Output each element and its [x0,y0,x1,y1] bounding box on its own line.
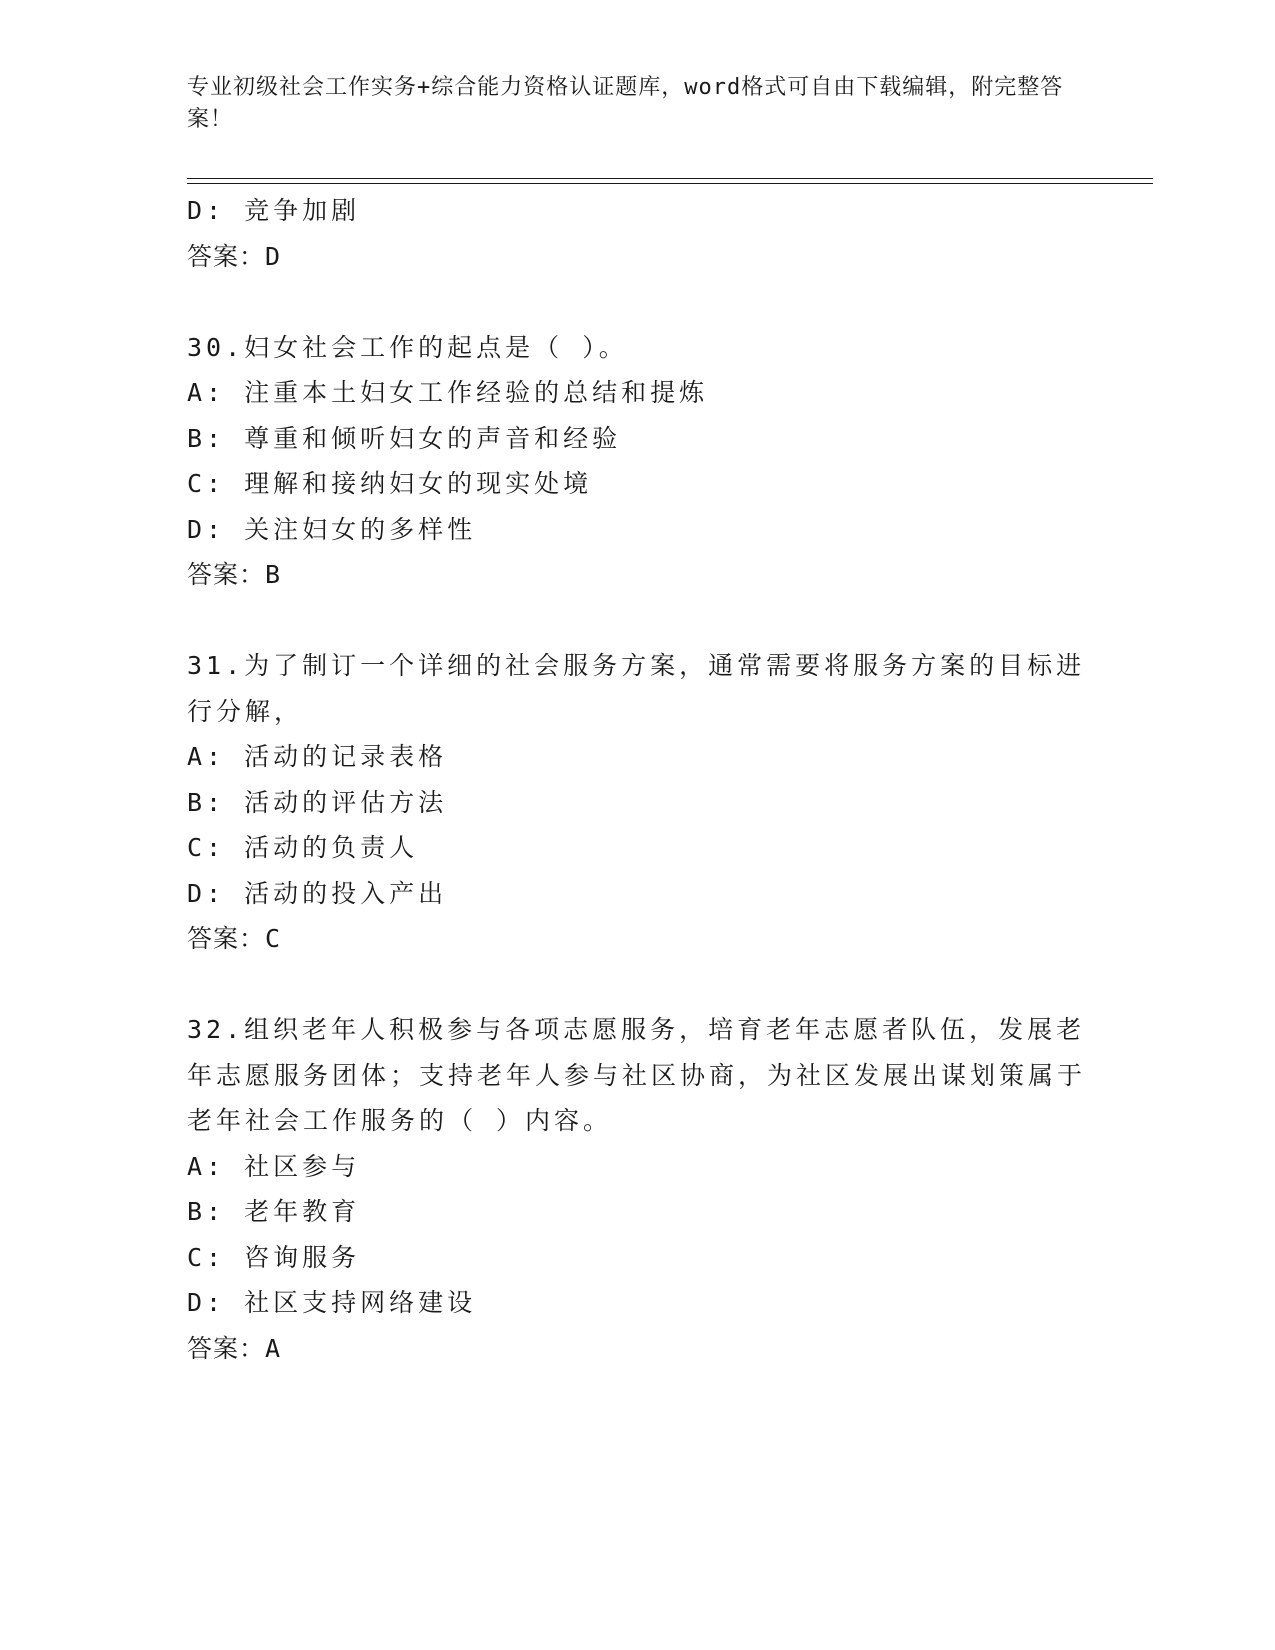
question-stem: 30.妇女社会工作的起点是（ ）。 [187,332,628,362]
question-32 [187,1007,1087,1371]
answer-label: 答案： [187,1333,266,1363]
option-a: A: 活动的记录表格 [187,742,448,771]
spacer [187,598,1087,644]
option-a: A: 注重本土妇女工作经验的总结和提炼 [187,378,709,407]
option-c: C: 活动的负责人 [187,833,419,862]
question-stem: 32.组织老年人积极参与各项志愿服务，培育老年志愿者队伍，发展老年志愿服务团体；支持老年人参与社区协商，为社区发展出谋划策属于老年社会工作服务的（ ）内容。 [187,1015,1087,1135]
question-content [187,188,1087,1371]
spacer [187,962,1087,1008]
answer-label: 答案： [187,241,266,271]
option-b: B: 尊重和倾听妇女的声音和经验 [187,423,622,453]
question-stem: 31.为了制订一个详细的社会服务方案，通常需要将服务方案的目标进行分解， [187,651,1086,726]
option-b: B: 活动的评估方法 [187,787,448,817]
answer-line [187,234,1087,280]
option-b: B: 老年教育 [187,1197,361,1226]
spacer [187,279,1087,325]
option-a: A: 社区参与 [187,1151,361,1181]
option-d: D: 关注妇女的多样性 [187,514,477,544]
answer-label: 答案： [187,560,266,589]
question-31 [187,643,1087,962]
option-d: D: 竞争加剧 [187,196,361,225]
page-header: 专业初级社会工作实务+综合能力资格认证题库，word格式可自由下载编辑，附完整答案！ [187,75,1064,132]
answer-label: 答案： [187,924,266,953]
option-d: D: 活动的投入产出 [187,878,448,908]
answer-line [187,1326,1087,1372]
answer-value: C [265,924,281,953]
answer-value: B [265,560,281,589]
option-c: C: 理解和接纳妇女的现实处境 [187,469,593,498]
answer-line [187,916,1087,962]
answer-value: A [265,1333,281,1363]
answer-line [187,552,1087,598]
option-d: D: 社区支持网络建设 [187,1288,477,1317]
question-30 [187,325,1087,598]
header-divider-top [187,178,1153,179]
header-divider-bottom [187,183,1153,184]
answer-value: D [265,241,281,271]
option-c: C: 咨询服务 [187,1242,361,1272]
